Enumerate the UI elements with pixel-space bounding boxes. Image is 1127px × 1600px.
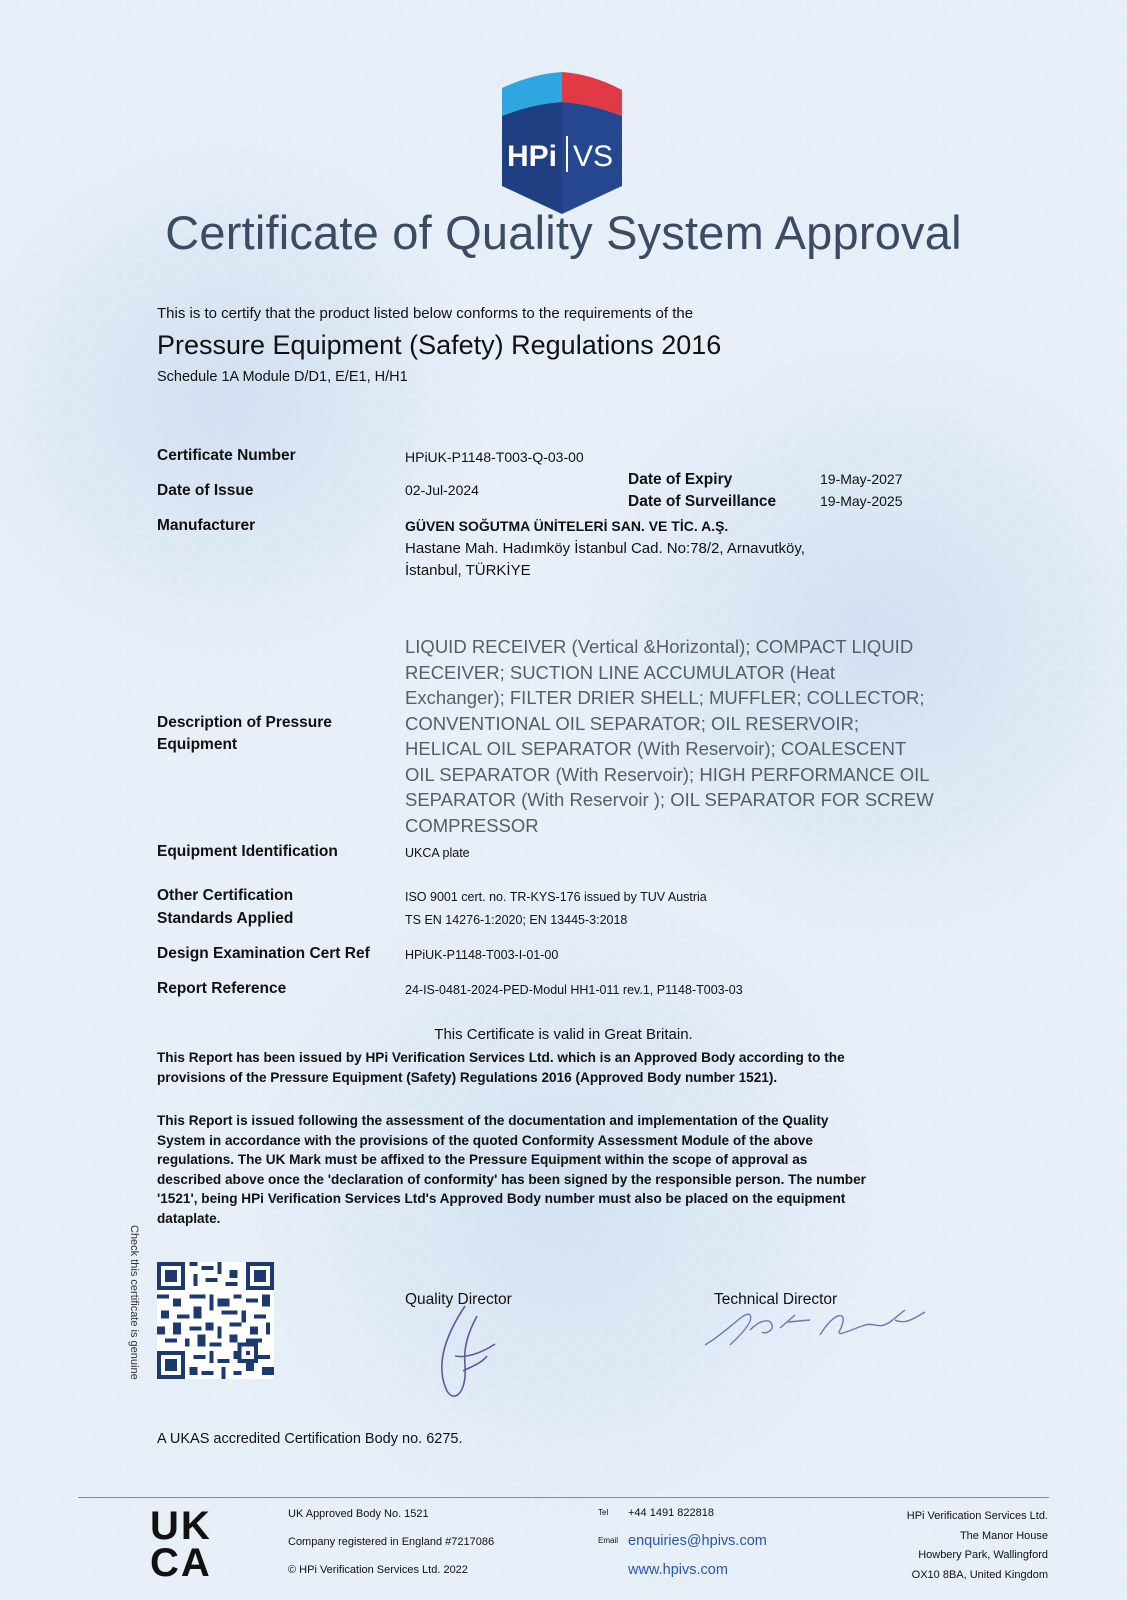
description-line: COMPRESSOR <box>405 814 539 836</box>
description-line: HELICAL OIL SEPARATOR (With Reservoir); COALESCENT <box>405 738 907 759</box>
report-reference-value: 24-IS-0481-2024-PED-Modul HH1-011 rev.1, P1148-T003-03 <box>405 983 743 997</box>
svg-text:VS: VS <box>572 140 614 173</box>
description-value <box>405 634 985 838</box>
verification-qr-code[interactable] <box>157 1262 274 1379</box>
intro-text: This is to certify that the product listed below conforms to the requirements of the <box>157 305 694 322</box>
description-line: CONVENTIONAL OIL SEPARATOR; OIL RESERVOIR; <box>405 712 860 734</box>
footer-email-link[interactable]: enquiries@hpivs.com <box>628 1533 767 1549</box>
description-line: RECEIVER; SUCTION LINE ACCUMULATOR (Heat <box>405 661 836 683</box>
verification-note: Check this certificate is genuine <box>128 1225 140 1380</box>
address-line: HPi Verification Services Ltd. <box>906 1510 1048 1522</box>
validity-statement: This Certificate is valid in Great Britain. <box>434 1026 693 1043</box>
address-line: The Manor House <box>959 1529 1048 1542</box>
footer-approved-body: UK Approved Body No. 1521 <box>288 1508 429 1520</box>
footer-phone[interactable]: +44 1491 822818 <box>628 1507 714 1519</box>
description-label-line2: Equipment <box>157 736 238 753</box>
description-line: SEPARATOR (With Reservoir ); OIL SEPARATOR FOR SCREW <box>405 789 934 810</box>
footer-address <box>907 1507 1048 1585</box>
footer-company-registration: Company registered in England #7217086 <box>288 1536 495 1548</box>
ukas-statement: A UKAS accredited Certification Body no. 6275. <box>157 1431 463 1447</box>
design-examination-value: HPiUK-P1148-T003-I-01-00 <box>405 948 559 962</box>
date-of-expiry-value: 19-May-2027 <box>820 471 903 487</box>
address-line: OX10 8BA, United Kingdom <box>911 1568 1048 1581</box>
date-of-surveillance-label: Date of Surveillance <box>628 493 777 510</box>
other-certification-value: ISO 9001 cert. no. TR-KYS-176 issued by TUV Austria <box>405 890 707 904</box>
technical-director-label: Technical Director <box>714 1291 838 1308</box>
ukca-mark <box>150 1504 228 1585</box>
footer-divider <box>78 1497 1049 1498</box>
technical-director-signature <box>700 1300 930 1360</box>
paragraph-line: System in accordance with the provisions of the quoted Conformity Assessment Module of the above <box>157 1132 813 1148</box>
paragraph-line: This Report is issued following the assessment of the documentation and implementation of the Quality <box>157 1113 829 1128</box>
certificate-title: Certificate of Quality System Approval <box>165 206 962 259</box>
report-reference-label: Report Reference <box>157 980 287 997</box>
standards-applied-label: Standards Applied <box>157 910 294 927</box>
schedule-text: Schedule 1A Module D/D1, E/E1, H/H1 <box>157 369 408 385</box>
paragraph-line: described above once the 'declaration of conformity' has been signed by the responsible person. The number <box>157 1171 866 1187</box>
standards-applied-value: TS EN 14276-1:2020; EN 13445-3:2018 <box>405 913 628 927</box>
svg-text:HPi: HPi <box>506 140 558 173</box>
footer-copyright: © HPi Verification Services Ltd. 2022 <box>288 1564 468 1576</box>
description-label-line1: Description of Pressure <box>157 714 332 731</box>
paragraph-line: This Report has been issued by HPi Verification Services Ltd. which is an Approved Body according to the <box>157 1050 845 1065</box>
certificate-number-value: HPiUK-P1148-T003-Q-03-00 <box>405 449 584 465</box>
tel-label: Tel <box>598 1508 609 1517</box>
assessment-paragraph <box>157 1111 866 1228</box>
manufacturer-name: GÜVEN SOĞUTMA ÜNİTELERİ SAN. VE TİC. A.Ş. <box>405 518 729 534</box>
approved-body-paragraph <box>157 1048 845 1087</box>
regulation-title: Pressure Equipment (Safety) Regulations 2016 <box>157 330 722 360</box>
manufacturer-address-line2: İstanbul, TÜRKİYE <box>405 562 531 579</box>
email-label: Email <box>598 1536 619 1545</box>
description-line: OIL SEPARATOR (With Reservoir); HIGH PERFORMANCE OIL <box>405 763 930 785</box>
ukca-mark-bottom: CA <box>150 1541 212 1585</box>
equipment-identification-label: Equipment Identification <box>157 843 338 860</box>
date-of-surveillance-value: 19-May-2025 <box>820 493 903 509</box>
date-of-issue-value: 02-Jul-2024 <box>405 482 479 498</box>
description-line: LIQUID RECEIVER (Vertical &Horizontal); COMPACT LIQUID <box>405 636 914 657</box>
date-of-expiry-label: Date of Expiry <box>628 471 733 488</box>
ukca-mark-top: UK <box>150 1504 212 1548</box>
certificate-number-label: Certificate Number <box>157 447 296 464</box>
description-line: Exchanger); FILTER DRIER SHELL; MUFFLER; COLLECTOR; <box>405 687 925 708</box>
paragraph-line: dataplate. <box>157 1210 221 1226</box>
equipment-identification-value: UKCA plate <box>405 846 470 860</box>
quality-director-label: Quality Director <box>405 1291 512 1308</box>
paragraph-line: '1521', being HPi Verification Services Ltd's Approved Body number must also be placed on the equipment <box>157 1191 846 1206</box>
manufacturer-label: Manufacturer <box>157 517 256 534</box>
design-examination-label: Design Examination Cert Ref <box>157 945 370 962</box>
manufacturer-address-line1: Hastane Mah. Hadımköy İstanbul Cad. No:78/2, Arnavutköy, <box>405 540 805 557</box>
quality-director-signature <box>425 1296 505 1406</box>
other-certification-label: Other Certification <box>157 887 294 904</box>
hpivs-logo <box>497 68 627 218</box>
paragraph-line: provisions of the Pressure Equipment (Safety) Regulations 2016 (Approved Body number 1521). <box>157 1069 778 1085</box>
paragraph-line: regulations. The UK Mark must be affixed to the Pressure Equipment within the scope of approval as <box>157 1152 808 1167</box>
date-of-issue-label: Date of Issue <box>157 482 254 499</box>
address-line: Howbery Park, Wallingford <box>918 1549 1048 1561</box>
footer-website-link[interactable]: www.hpivs.com <box>628 1562 728 1578</box>
